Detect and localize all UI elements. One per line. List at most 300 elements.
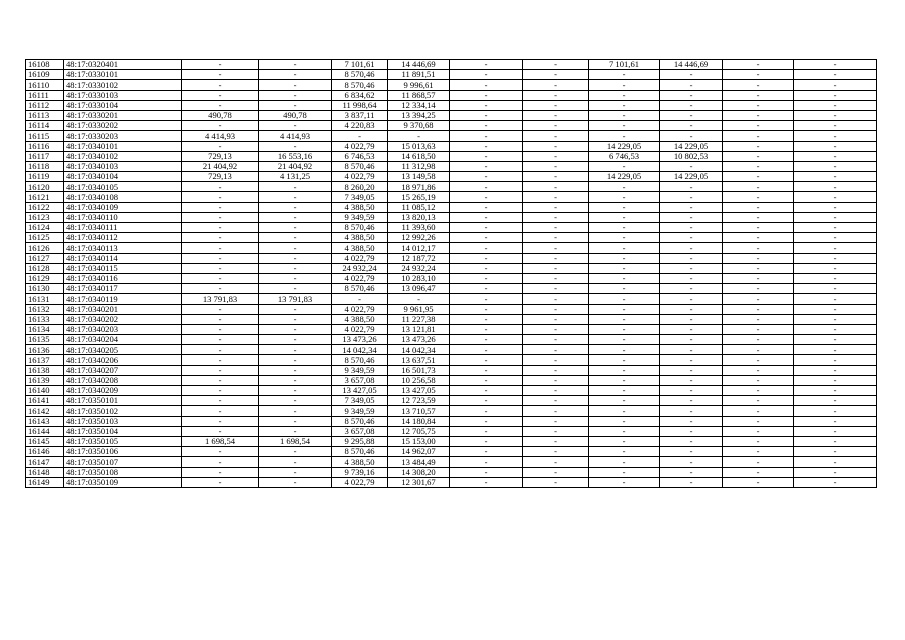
col6-cell: 12 334,14 (388, 100, 450, 110)
col11-cell: - (723, 273, 794, 283)
col12-cell: - (794, 314, 877, 324)
table-row (26, 121, 877, 131)
col7-cell: - (450, 141, 523, 151)
col8-cell: - (523, 273, 589, 283)
row-number-cell: 16137 (26, 355, 64, 365)
col3-cell: - (182, 223, 259, 233)
col9-cell: - (589, 223, 660, 233)
col10-cell: - (660, 192, 723, 202)
row-number-cell: 16109 (26, 70, 64, 80)
row-number-cell: 16114 (26, 121, 64, 131)
col10-cell: - (660, 447, 723, 457)
col4-cell: - (259, 416, 332, 426)
col12-cell: - (794, 457, 877, 467)
col5-cell: 3 657,08 (332, 375, 388, 385)
row-number-cell: 16122 (26, 202, 64, 212)
col8-cell: - (523, 151, 589, 161)
table-row (26, 355, 877, 365)
row-number-cell: 16121 (26, 192, 64, 202)
col3-cell: - (182, 355, 259, 365)
col12-cell: - (794, 273, 877, 283)
col7-cell: - (450, 100, 523, 110)
col11-cell: - (723, 202, 794, 212)
col8-cell: - (523, 294, 589, 304)
col7-cell: - (450, 477, 523, 487)
col8-cell: - (523, 141, 589, 151)
cadastral-number-cell: 48:17:0330104 (64, 100, 182, 110)
col12-cell: - (794, 355, 877, 365)
col8-cell: - (523, 416, 589, 426)
col8-cell: - (523, 223, 589, 233)
col12-cell: - (794, 284, 877, 294)
col12-cell: - (794, 477, 877, 487)
col11-cell: - (723, 386, 794, 396)
row-number-cell: 16118 (26, 161, 64, 171)
col4-cell: - (259, 60, 332, 70)
table-row (26, 202, 877, 212)
col8-cell: - (523, 335, 589, 345)
row-number-cell: 16112 (26, 100, 64, 110)
col12-cell: - (794, 243, 877, 253)
row-number-cell: 16117 (26, 151, 64, 161)
cadastral-number-cell: 48:17:0340108 (64, 192, 182, 202)
col10-cell: - (660, 253, 723, 263)
col12-cell: - (794, 386, 877, 396)
col11-cell: - (723, 335, 794, 345)
col6-cell: 11 891,51 (388, 70, 450, 80)
col10-cell: - (660, 90, 723, 100)
row-number-cell: 16120 (26, 182, 64, 192)
col11-cell: - (723, 396, 794, 406)
col6-cell: 13 394,25 (388, 110, 450, 120)
table-row (26, 223, 877, 233)
col3-cell: - (182, 365, 259, 375)
col11-cell: - (723, 345, 794, 355)
col4-cell: - (259, 406, 332, 416)
table-row (26, 365, 877, 375)
col5-cell: 8 570,46 (332, 161, 388, 171)
col6-cell: 15 265,19 (388, 192, 450, 202)
table-row (26, 141, 877, 151)
col10-cell: - (660, 467, 723, 477)
col4-cell: - (259, 212, 332, 222)
col9-cell: - (589, 294, 660, 304)
col6-cell: 10 283,10 (388, 273, 450, 283)
col7-cell: - (450, 172, 523, 182)
col3-cell: 1 698,54 (182, 436, 259, 446)
col9-cell: - (589, 212, 660, 222)
cadastral-number-cell: 48:17:0340119 (64, 294, 182, 304)
col7-cell: - (450, 131, 523, 141)
col9-cell: - (589, 304, 660, 314)
col8-cell: - (523, 284, 589, 294)
col6-cell: 12 723,59 (388, 396, 450, 406)
cadastral-number-cell: 48:17:0340115 (64, 263, 182, 273)
col9-cell: - (589, 131, 660, 141)
col3-cell: - (182, 345, 259, 355)
col7-cell: - (450, 467, 523, 477)
col12-cell: - (794, 335, 877, 345)
col5-cell: 8 260,20 (332, 182, 388, 192)
col6-cell: 12 992,26 (388, 233, 450, 243)
col9-cell: 6 746,53 (589, 151, 660, 161)
col4-cell: - (259, 273, 332, 283)
col8-cell: - (523, 457, 589, 467)
col10-cell: - (660, 396, 723, 406)
col12-cell: - (794, 406, 877, 416)
col12-cell: - (794, 416, 877, 426)
col8-cell: - (523, 396, 589, 406)
row-number-cell: 16139 (26, 375, 64, 385)
col11-cell: - (723, 70, 794, 80)
col11-cell: - (723, 223, 794, 233)
col4-cell: - (259, 375, 332, 385)
col5-cell: 4 022,79 (332, 172, 388, 182)
col9-cell: - (589, 263, 660, 273)
col10-cell: - (660, 304, 723, 314)
col7-cell: - (450, 223, 523, 233)
col4-cell: - (259, 467, 332, 477)
col12-cell: - (794, 396, 877, 406)
table-row (26, 436, 877, 446)
cadastral-number-cell: 48:17:0340114 (64, 253, 182, 263)
col9-cell: - (589, 182, 660, 192)
col3-cell: - (182, 263, 259, 273)
table-row (26, 447, 877, 457)
col11-cell: - (723, 253, 794, 263)
col3-cell: - (182, 212, 259, 222)
col3-cell: - (182, 467, 259, 477)
col7-cell: - (450, 60, 523, 70)
col4-cell: - (259, 304, 332, 314)
table-row (26, 406, 877, 416)
col12-cell: - (794, 253, 877, 263)
col7-cell: - (450, 324, 523, 334)
col3-cell: - (182, 192, 259, 202)
table-row (26, 243, 877, 253)
col5-cell: 9 349,59 (332, 365, 388, 375)
col8-cell: - (523, 477, 589, 487)
cadastral-number-cell: 48:17:0340112 (64, 233, 182, 243)
cadastral-number-cell: 48:17:0330202 (64, 121, 182, 131)
cadastral-number-cell: 48:17:0330203 (64, 131, 182, 141)
col8-cell: - (523, 161, 589, 171)
col7-cell: - (450, 80, 523, 90)
table-row (26, 80, 877, 90)
col6-cell: 24 932,24 (388, 263, 450, 273)
col10-cell: 14 229,05 (660, 172, 723, 182)
col4-cell: - (259, 253, 332, 263)
table-row (26, 100, 877, 110)
col9-cell: - (589, 406, 660, 416)
col5-cell: 8 570,46 (332, 355, 388, 365)
col4-cell: 13 791,83 (259, 294, 332, 304)
row-number-cell: 16144 (26, 426, 64, 436)
col11-cell: - (723, 304, 794, 314)
col11-cell: - (723, 355, 794, 365)
col6-cell: 12 187,72 (388, 253, 450, 263)
col9-cell: - (589, 110, 660, 120)
cadastral-number-cell: 48:17:0340206 (64, 355, 182, 365)
cadastral-number-cell: 48:17:0350102 (64, 406, 182, 416)
cadastral-number-cell: 48:17:0350105 (64, 436, 182, 446)
col8-cell: - (523, 172, 589, 182)
cadastral-number-cell: 48:17:0340208 (64, 375, 182, 385)
col9-cell: - (589, 345, 660, 355)
col4-cell: - (259, 477, 332, 487)
col11-cell: - (723, 324, 794, 334)
col4-cell: - (259, 202, 332, 212)
col5-cell: 14 042,34 (332, 345, 388, 355)
col12-cell: - (794, 70, 877, 80)
col4-cell: - (259, 457, 332, 467)
col6-cell: 13 710,57 (388, 406, 450, 416)
col9-cell: - (589, 161, 660, 171)
col8-cell: - (523, 355, 589, 365)
col10-cell: - (660, 161, 723, 171)
col5-cell: 7 349,05 (332, 192, 388, 202)
cadastral-number-cell: 48:17:0340101 (64, 141, 182, 151)
col12-cell: - (794, 110, 877, 120)
col3-cell: 729,13 (182, 151, 259, 161)
col11-cell: - (723, 151, 794, 161)
col11-cell: - (723, 233, 794, 243)
col3-cell: - (182, 121, 259, 131)
col9-cell: - (589, 70, 660, 80)
col8-cell: - (523, 182, 589, 192)
table-row (26, 273, 877, 283)
col3-cell: 4 414,93 (182, 131, 259, 141)
col9-cell: - (589, 273, 660, 283)
col5-cell: 4 022,79 (332, 273, 388, 283)
col11-cell: - (723, 457, 794, 467)
row-number-cell: 16143 (26, 416, 64, 426)
col10-cell: - (660, 335, 723, 345)
col4-cell: - (259, 182, 332, 192)
col8-cell: - (523, 375, 589, 385)
col9-cell: - (589, 416, 660, 426)
col4-cell: 1 698,54 (259, 436, 332, 446)
col4-cell: - (259, 426, 332, 436)
col7-cell: - (450, 345, 523, 355)
col7-cell: - (450, 355, 523, 365)
cadastral-number-cell: 48:17:0340117 (64, 284, 182, 294)
col12-cell: - (794, 304, 877, 314)
table-row (26, 263, 877, 273)
cadastral-number-cell: 48:17:0340104 (64, 172, 182, 182)
col11-cell: - (723, 447, 794, 457)
col6-cell: 9 370,68 (388, 121, 450, 131)
col4-cell: - (259, 324, 332, 334)
col3-cell: 729,13 (182, 172, 259, 182)
table-row (26, 324, 877, 334)
cadastral-number-cell: 48:17:0340113 (64, 243, 182, 253)
col11-cell: - (723, 192, 794, 202)
col5-cell: 4 220,83 (332, 121, 388, 131)
col8-cell: - (523, 212, 589, 222)
table-body (26, 60, 877, 488)
col12-cell: - (794, 426, 877, 436)
col3-cell: 21 404,92 (182, 161, 259, 171)
col5-cell: 8 570,46 (332, 80, 388, 90)
cadastral-number-cell: 48:17:0350109 (64, 477, 182, 487)
col12-cell: - (794, 345, 877, 355)
col6-cell: 11 312,98 (388, 161, 450, 171)
col9-cell: - (589, 90, 660, 100)
col8-cell: - (523, 436, 589, 446)
col3-cell: - (182, 243, 259, 253)
col6-cell: 11 393,60 (388, 223, 450, 233)
row-number-cell: 16141 (26, 396, 64, 406)
col5-cell: 7 349,05 (332, 396, 388, 406)
col4-cell: 4 414,93 (259, 131, 332, 141)
table-row (26, 192, 877, 202)
col6-cell: 13 473,26 (388, 335, 450, 345)
col5-cell: 4 388,50 (332, 202, 388, 212)
col11-cell: - (723, 161, 794, 171)
col4-cell: - (259, 100, 332, 110)
col9-cell: - (589, 80, 660, 90)
row-number-cell: 16126 (26, 243, 64, 253)
col7-cell: - (450, 121, 523, 131)
col7-cell: - (450, 110, 523, 120)
col12-cell: - (794, 60, 877, 70)
col4-cell: - (259, 365, 332, 375)
col12-cell: - (794, 202, 877, 212)
col9-cell: - (589, 192, 660, 202)
col8-cell: - (523, 90, 589, 100)
col12-cell: - (794, 161, 877, 171)
table-row (26, 314, 877, 324)
col4-cell: - (259, 70, 332, 80)
col10-cell: - (660, 457, 723, 467)
row-number-cell: 16132 (26, 304, 64, 314)
col8-cell: - (523, 253, 589, 263)
col12-cell: - (794, 375, 877, 385)
cadastral-number-cell: 48:17:0340109 (64, 202, 182, 212)
col9-cell: - (589, 447, 660, 457)
table-row (26, 304, 877, 314)
col7-cell: - (450, 447, 523, 457)
col7-cell: - (450, 263, 523, 273)
cadastral-number-cell: 48:17:0330103 (64, 90, 182, 100)
col9-cell: - (589, 355, 660, 365)
col3-cell: - (182, 386, 259, 396)
col9-cell: - (589, 284, 660, 294)
col8-cell: - (523, 121, 589, 131)
col8-cell: - (523, 233, 589, 243)
col12-cell: - (794, 467, 877, 477)
col10-cell: - (660, 110, 723, 120)
col11-cell: - (723, 263, 794, 273)
col6-cell: 13 149,58 (388, 172, 450, 182)
col10-cell: - (660, 426, 723, 436)
table-row (26, 457, 877, 467)
cadastral-number-cell: 48:17:0350108 (64, 467, 182, 477)
col10-cell: - (660, 314, 723, 324)
row-number-cell: 16136 (26, 345, 64, 355)
col5-cell: 7 101,61 (332, 60, 388, 70)
col11-cell: - (723, 314, 794, 324)
col7-cell: - (450, 182, 523, 192)
col5-cell: 8 570,46 (332, 223, 388, 233)
col6-cell: 13 820,13 (388, 212, 450, 222)
table-row (26, 70, 877, 80)
col8-cell: - (523, 345, 589, 355)
col5-cell: 9 739,16 (332, 467, 388, 477)
row-number-cell: 16148 (26, 467, 64, 477)
col4-cell: - (259, 314, 332, 324)
row-number-cell: 16147 (26, 457, 64, 467)
cadastral-number-cell: 48:17:0340103 (64, 161, 182, 171)
col4-cell: - (259, 386, 332, 396)
col6-cell: 14 962,07 (388, 447, 450, 457)
cadastral-number-cell: 48:17:0330201 (64, 110, 182, 120)
col10-cell: - (660, 100, 723, 110)
col9-cell: 7 101,61 (589, 60, 660, 70)
col4-cell: 16 553,16 (259, 151, 332, 161)
table-row (26, 182, 877, 192)
col12-cell: - (794, 223, 877, 233)
col8-cell: - (523, 202, 589, 212)
col4-cell: - (259, 192, 332, 202)
row-number-cell: 16140 (26, 386, 64, 396)
row-number-cell: 16130 (26, 284, 64, 294)
col7-cell: - (450, 406, 523, 416)
table-row (26, 294, 877, 304)
col4-cell: 4 131,25 (259, 172, 332, 182)
col8-cell: - (523, 365, 589, 375)
col11-cell: - (723, 90, 794, 100)
col7-cell: - (450, 375, 523, 385)
table-row (26, 375, 877, 385)
col5-cell: 9 295,88 (332, 436, 388, 446)
row-number-cell: 16116 (26, 141, 64, 151)
col7-cell: - (450, 284, 523, 294)
col6-cell: - (388, 131, 450, 141)
col11-cell: - (723, 426, 794, 436)
col12-cell: - (794, 182, 877, 192)
col10-cell: - (660, 273, 723, 283)
table-row (26, 345, 877, 355)
col5-cell: - (332, 294, 388, 304)
col7-cell: - (450, 151, 523, 161)
col9-cell: - (589, 121, 660, 131)
col6-cell: 15 153,00 (388, 436, 450, 446)
col5-cell: 4 388,50 (332, 314, 388, 324)
cadastral-number-cell: 48:17:0350106 (64, 447, 182, 457)
table-row (26, 426, 877, 436)
cadastral-number-cell: 48:17:0340116 (64, 273, 182, 283)
col9-cell: - (589, 253, 660, 263)
col6-cell: 14 042,34 (388, 345, 450, 355)
col3-cell: - (182, 141, 259, 151)
col12-cell: - (794, 192, 877, 202)
col12-cell: - (794, 172, 877, 182)
col5-cell: 24 932,24 (332, 263, 388, 273)
table-row (26, 416, 877, 426)
col10-cell: - (660, 263, 723, 273)
row-number-cell: 16142 (26, 406, 64, 416)
col12-cell: - (794, 447, 877, 457)
col8-cell: - (523, 80, 589, 90)
col10-cell: 14 446,69 (660, 60, 723, 70)
col6-cell: 18 971,86 (388, 182, 450, 192)
col10-cell: - (660, 80, 723, 90)
col7-cell: - (450, 273, 523, 283)
col11-cell: - (723, 182, 794, 192)
col5-cell: 6 746,53 (332, 151, 388, 161)
